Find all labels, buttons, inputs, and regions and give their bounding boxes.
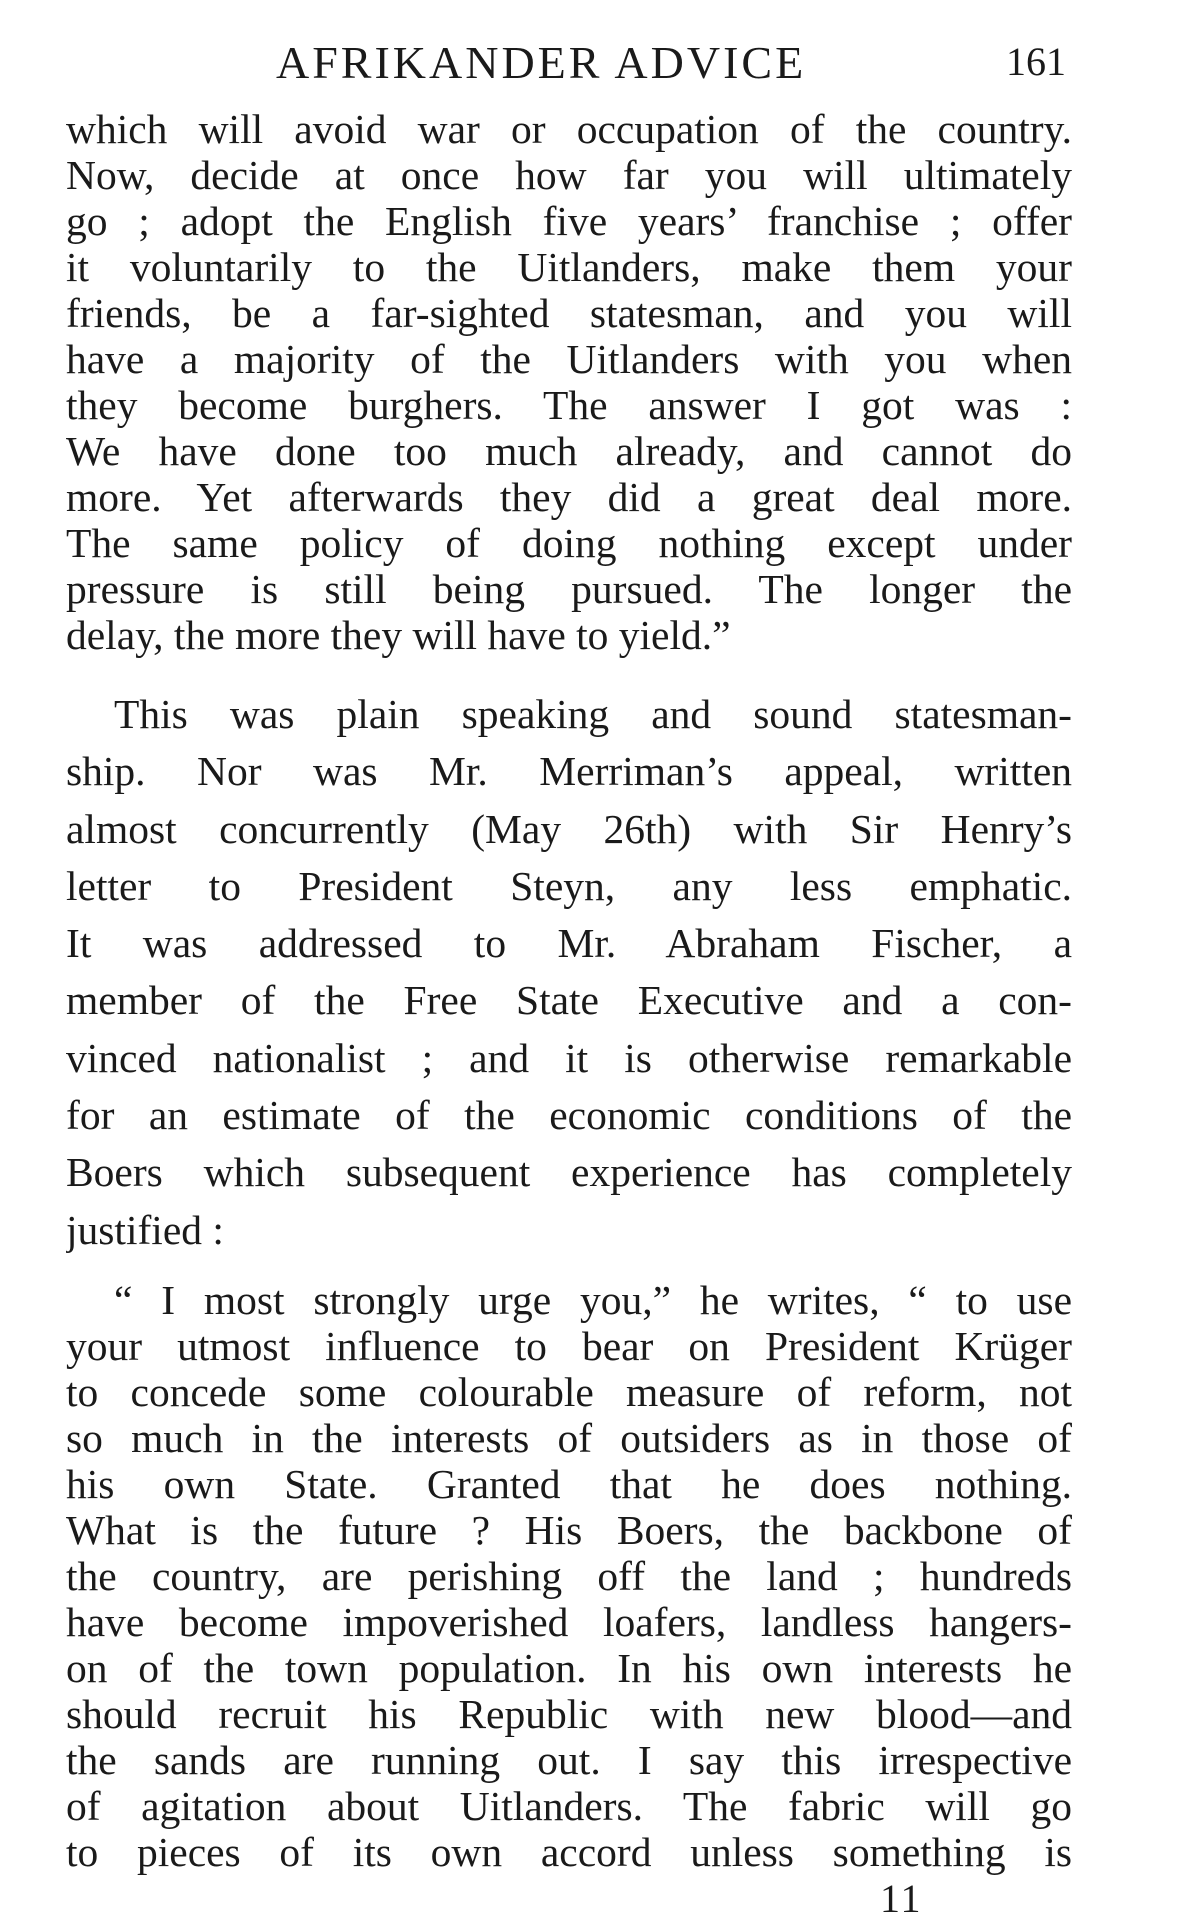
text-line: go ; adopt the English five years’ franchise ; offer [66,198,1072,244]
page-number: 161 [1006,39,1066,84]
text-line: so much in the interests of outsiders as in those of [66,1415,1072,1461]
text-line: member of the Free State Executive and a con- [66,977,1072,1024]
text-line: it voluntarily to the Uitlanders, make them your [66,244,1072,290]
text-line: “ I most strongly urge you,” he writes, “ to use [114,1277,1072,1323]
text-line: for an estimate of the economic conditions of the [66,1092,1072,1139]
text-line: What is the future ? His Boers, the backbone of [66,1507,1072,1553]
text-line: which will avoid war or occupation of the country. [66,106,1072,152]
text-line: the country, are perishing off the land ; hundreds [66,1553,1072,1599]
text-line: almost concurrently (May 26th) with Sir Henry’s [66,805,1072,852]
text-line: vinced nationalist ; and it is otherwise remarkable [66,1034,1072,1081]
text-line: have become impoverished loafers, landless hangers- [66,1599,1072,1645]
text-line: We have done too much already, and cannot do [66,428,1072,474]
text-line: have a majority of the Uitlanders with you when [66,336,1072,382]
text-line: pressure is still being pursued. The longer the [66,566,1072,612]
text-line: Now, decide at once how far you will ultimately [66,152,1072,198]
text-line: justified : [66,1206,224,1253]
quote-second [66,1277,1072,1875]
text-line: the sands are running out. I say this irrespective [66,1737,1072,1783]
text-line: to pieces of its own accord unless something is [66,1829,1072,1875]
text-line: to concede some colourable measure of reform, not [66,1369,1072,1415]
text-line: should recruit his Republic with new blood—and [66,1691,1072,1737]
text-line: delay, the more they will have to yield.” [66,612,731,658]
text-line: It was addressed to Mr. Abraham Fischer, a [66,920,1072,967]
running-head [66,36,1066,96]
text-line: Boers which subsequent experience has completely [66,1149,1072,1196]
text-line: letter to President Steyn, any less emphatic. [66,862,1072,909]
text-line: his own State. Granted that he does nothing. [66,1461,1072,1507]
text-line: ship. Nor was Mr. Merriman’s appeal, written [66,748,1072,795]
quote-continued [66,106,1072,658]
text-line: more. Yet afterwards they did a great deal more. [66,474,1072,520]
text-line: The same policy of doing nothing except under [66,520,1072,566]
signature-mark: 11 [880,1876,923,1921]
text-line: This was plain speaking and sound statesman- [114,691,1072,737]
text-line: of agitation about Uitlanders. The fabric will go [66,1783,1072,1829]
running-title: AFRIKANDER ADVICE [276,37,807,88]
text-line: your utmost influence to bear on President Krüger [66,1323,1072,1369]
text-line: friends, be a far-sighted statesman, and you will [66,290,1072,336]
body-paragraph [66,686,1072,1259]
text-line: they become burghers. The answer I got was : [66,382,1072,428]
text-line: on of the town population. In his own interests he [66,1645,1072,1691]
